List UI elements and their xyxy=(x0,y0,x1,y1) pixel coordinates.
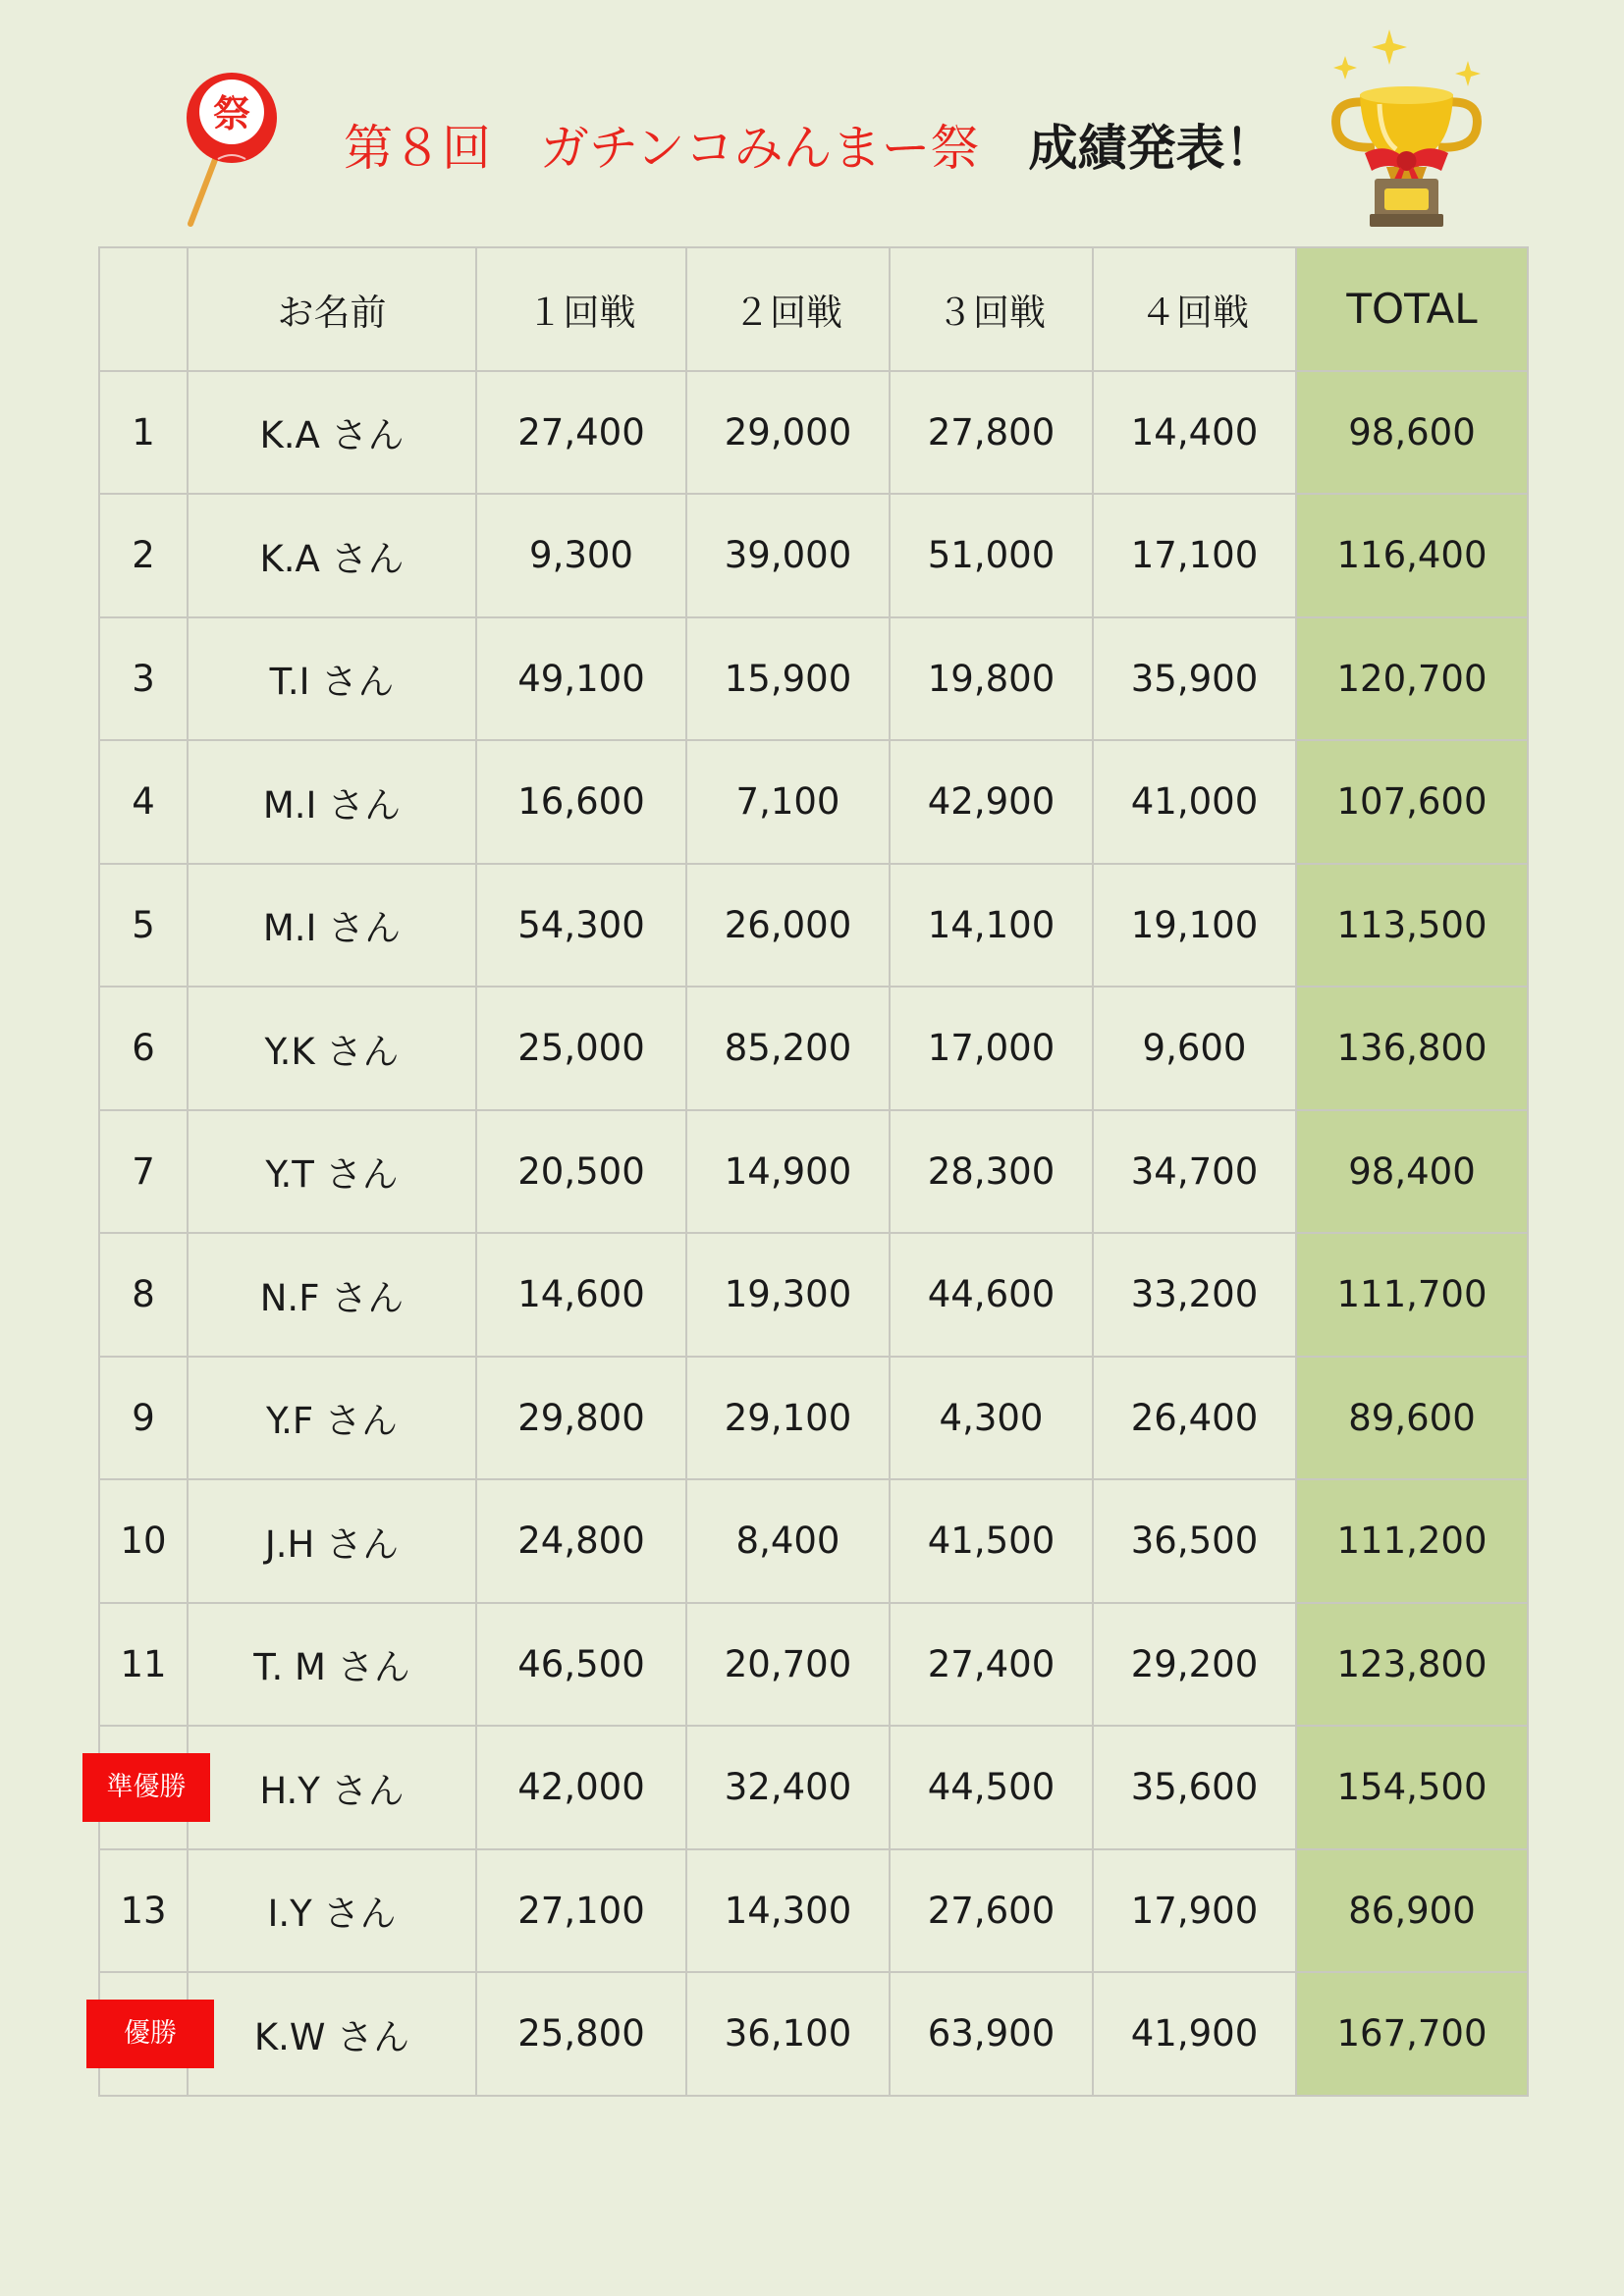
name-cell: M.I さん xyxy=(188,864,476,988)
rank-cell: 13 xyxy=(99,1849,188,1973)
table-row xyxy=(99,987,1528,1110)
round-3-cell: 63,900 xyxy=(890,1972,1093,2096)
table-row xyxy=(99,371,1528,495)
header-round-3: ３回戦 xyxy=(890,247,1093,371)
round-4-cell: 19,100 xyxy=(1093,864,1296,988)
round-1-cell: 25,000 xyxy=(476,987,686,1110)
round-2-cell: 36,100 xyxy=(686,1972,890,2096)
rank-cell: 5 xyxy=(99,864,188,988)
name-cell: M.I さん xyxy=(188,740,476,864)
rank-cell: 8 xyxy=(99,1233,188,1357)
round-4-cell: 35,900 xyxy=(1093,617,1296,741)
name-cell: K.W さん xyxy=(188,1972,476,2096)
round-3-cell: 41,500 xyxy=(890,1479,1093,1603)
round-2-cell: 8,400 xyxy=(686,1479,890,1603)
rank-cell xyxy=(99,1726,188,1849)
name-cell: Y.T さん xyxy=(188,1110,476,1234)
round-4-cell: 29,200 xyxy=(1093,1603,1296,1727)
round-2-cell: 19,300 xyxy=(686,1233,890,1357)
total-cell: 111,200 xyxy=(1296,1479,1528,1603)
total-cell: 107,600 xyxy=(1296,740,1528,864)
round-1-cell: 14,600 xyxy=(476,1233,686,1357)
name-cell: K.A さん xyxy=(188,494,476,617)
total-cell: 136,800 xyxy=(1296,987,1528,1110)
round-4-cell: 34,700 xyxy=(1093,1110,1296,1234)
round-3-cell: 27,400 xyxy=(890,1603,1093,1727)
total-cell: 86,900 xyxy=(1296,1849,1528,1973)
round-3-cell: 51,000 xyxy=(890,494,1093,617)
name-cell: Y.F さん xyxy=(188,1357,476,1480)
round-1-cell: 24,800 xyxy=(476,1479,686,1603)
round-2-cell: 29,100 xyxy=(686,1357,890,1480)
round-2-cell: 15,900 xyxy=(686,617,890,741)
round-2-cell: 85,200 xyxy=(686,987,890,1110)
round-1-cell: 9,300 xyxy=(476,494,686,617)
round-3-cell: 14,100 xyxy=(890,864,1093,988)
round-1-cell: 46,500 xyxy=(476,1603,686,1727)
event-title: 第８回 ガチンコみんまー祭 xyxy=(344,120,980,177)
total-cell: 111,700 xyxy=(1296,1233,1528,1357)
table-row xyxy=(99,1479,1528,1603)
name-cell: I.Y さん xyxy=(188,1849,476,1973)
total-cell: 113,500 xyxy=(1296,864,1528,988)
round-2-cell: 14,300 xyxy=(686,1849,890,1973)
name-cell: T.I さん xyxy=(188,617,476,741)
round-3-cell: 44,500 xyxy=(890,1726,1093,1849)
round-3-cell: 28,300 xyxy=(890,1110,1093,1234)
page-header xyxy=(0,0,1624,245)
table-row xyxy=(99,1233,1528,1357)
round-4-cell: 9,600 xyxy=(1093,987,1296,1110)
round-2-cell: 32,400 xyxy=(686,1726,890,1849)
round-3-cell: 42,900 xyxy=(890,740,1093,864)
header-round-2: ２回戦 xyxy=(686,247,890,371)
round-3-cell: 27,600 xyxy=(890,1849,1093,1973)
round-1-cell: 27,400 xyxy=(476,371,686,495)
svg-text:祭: 祭 xyxy=(212,92,251,135)
round-2-cell: 39,000 xyxy=(686,494,890,617)
round-1-cell: 42,000 xyxy=(476,1726,686,1849)
table-row xyxy=(99,1726,1528,1849)
page-title xyxy=(344,116,1306,181)
round-2-cell: 14,900 xyxy=(686,1110,890,1234)
name-cell: K.A さん xyxy=(188,371,476,495)
header-total: TOTAL xyxy=(1296,247,1528,371)
round-1-cell: 16,600 xyxy=(476,740,686,864)
round-4-cell: 36,500 xyxy=(1093,1479,1296,1603)
rank-cell: 10 xyxy=(99,1479,188,1603)
total-cell: 167,700 xyxy=(1296,1972,1528,2096)
total-cell: 98,400 xyxy=(1296,1110,1528,1234)
rank-cell: 3 xyxy=(99,617,188,741)
table-row xyxy=(99,1603,1528,1727)
rank-cell: 2 xyxy=(99,494,188,617)
table-row xyxy=(99,1357,1528,1480)
table-row xyxy=(99,1849,1528,1973)
table-row xyxy=(99,617,1528,741)
round-1-cell: 20,500 xyxy=(476,1110,686,1234)
round-4-cell: 41,000 xyxy=(1093,740,1296,864)
festival-fan-icon xyxy=(169,69,297,231)
round-2-cell: 26,000 xyxy=(686,864,890,988)
total-cell: 120,700 xyxy=(1296,617,1528,741)
round-3-cell: 4,300 xyxy=(890,1357,1093,1480)
rank-cell: 9 xyxy=(99,1357,188,1480)
round-2-cell: 20,700 xyxy=(686,1603,890,1727)
table-row xyxy=(99,1972,1528,2096)
name-cell: T. M さん xyxy=(188,1603,476,1727)
total-cell: 123,800 xyxy=(1296,1603,1528,1727)
round-2-cell: 7,100 xyxy=(686,740,890,864)
round-1-cell: 27,100 xyxy=(476,1849,686,1973)
round-4-cell: 35,600 xyxy=(1093,1726,1296,1849)
name-cell: N.F さん xyxy=(188,1233,476,1357)
rank-cell: 1 xyxy=(99,371,188,495)
runner-up-badge: 準優勝 xyxy=(82,1753,210,1822)
round-3-cell: 19,800 xyxy=(890,617,1093,741)
name-cell: Y.K さん xyxy=(188,987,476,1110)
round-1-cell: 49,100 xyxy=(476,617,686,741)
name-cell: J.H さん xyxy=(188,1479,476,1603)
table-row xyxy=(99,494,1528,617)
rank-cell xyxy=(99,1972,188,2096)
table-row xyxy=(99,740,1528,864)
round-3-cell: 17,000 xyxy=(890,987,1093,1110)
rank-cell: 7 xyxy=(99,1110,188,1234)
total-cell: 116,400 xyxy=(1296,494,1528,617)
winner-badge: 優勝 xyxy=(86,2000,214,2068)
round-4-cell: 26,400 xyxy=(1093,1357,1296,1480)
round-1-cell: 54,300 xyxy=(476,864,686,988)
total-cell: 89,600 xyxy=(1296,1357,1528,1480)
round-4-cell: 17,100 xyxy=(1093,494,1296,617)
round-1-cell: 25,800 xyxy=(476,1972,686,2096)
round-1-cell: 29,800 xyxy=(476,1357,686,1480)
table-header-row xyxy=(99,247,1528,371)
table-row xyxy=(99,864,1528,988)
header-round-1: １回戦 xyxy=(476,247,686,371)
header-round-4: ４回戦 xyxy=(1093,247,1296,371)
total-cell: 154,500 xyxy=(1296,1726,1528,1849)
rank-cell: 6 xyxy=(99,987,188,1110)
round-2-cell: 29,000 xyxy=(686,371,890,495)
round-4-cell: 17,900 xyxy=(1093,1849,1296,1973)
round-4-cell: 33,200 xyxy=(1093,1233,1296,1357)
total-cell: 98,600 xyxy=(1296,371,1528,495)
title-suffix: 成績発表！ xyxy=(1028,120,1274,177)
table-row xyxy=(99,1110,1528,1234)
rank-cell: 11 xyxy=(99,1603,188,1727)
round-3-cell: 27,800 xyxy=(890,371,1093,495)
round-4-cell: 14,400 xyxy=(1093,371,1296,495)
round-3-cell: 44,600 xyxy=(890,1233,1093,1357)
trophy-icon xyxy=(1326,22,1488,230)
rank-cell: 4 xyxy=(99,740,188,864)
results-table xyxy=(98,246,1529,2097)
header-rank xyxy=(99,247,188,371)
header-name: お名前 xyxy=(188,247,476,371)
round-4-cell: 41,900 xyxy=(1093,1972,1296,2096)
name-cell: H.Y さん xyxy=(188,1726,476,1849)
